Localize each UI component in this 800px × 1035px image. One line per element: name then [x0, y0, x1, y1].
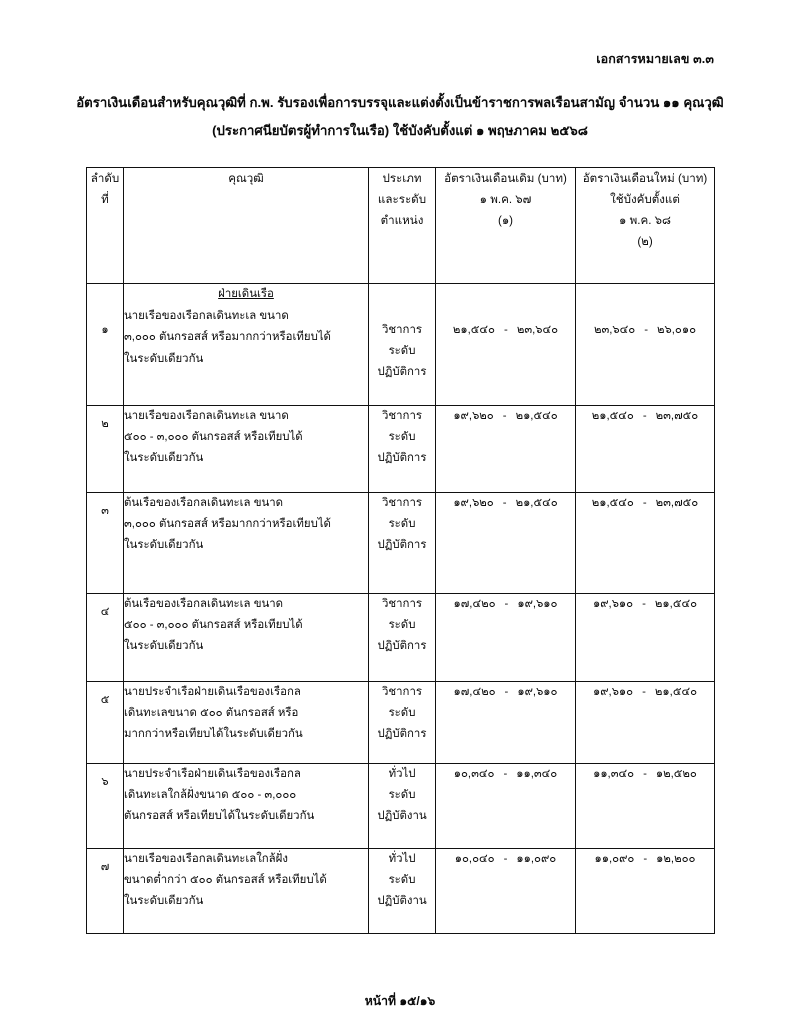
row-new-rate — [576, 493, 715, 594]
new-rate-from: ๒๓,๖๔๐ — [593, 324, 636, 336]
row-number: ๑ — [87, 284, 124, 406]
document-title — [60, 93, 740, 142]
row-old-rate — [436, 493, 576, 594]
row-new-rate — [576, 682, 715, 764]
table-row — [87, 849, 715, 934]
rate-dash: - — [504, 686, 509, 698]
header-old-rate-line2: ๑ พ.ค. ๖๗ — [479, 193, 532, 207]
rate-dash: - — [643, 768, 647, 780]
new-rate-from: ๒๑,๕๔๐ — [591, 497, 634, 509]
old-rate-to: ๑๑,๐๙๐ — [516, 853, 557, 865]
position-type-line: ระดับ — [388, 707, 416, 720]
header-new-rate-line2: ใช้บังคับตั้งแต่ — [610, 193, 680, 207]
old-rate-to: ๑๙,๖๑๐ — [517, 598, 558, 610]
table-row — [87, 284, 715, 406]
new-rate-to: ๑๒,๕๒๐ — [655, 768, 697, 780]
row-old-rate — [436, 764, 576, 849]
old-rate-from: ๑๙,๖๒๐ — [453, 497, 494, 509]
new-rate-to: ๒๖,๐๑๐ — [657, 324, 697, 336]
qualification-line: ๓,๐๐๐ ตันกรอสส์ หรือมากกว่าหรือเทียบได้ — [124, 518, 331, 531]
old-rate-to: ๑๙,๖๑๐ — [517, 686, 558, 698]
qualification-line: ในระดับเดียวกัน — [124, 352, 204, 365]
page-title: อัตราเงินเดือนสำหรับคุณวุฒิที่ ก.พ. รับรองเพื่อการบรรจุและแต่งตั้งเป็นข้าราชการพลเรือนสามัญ จำนวน ๑๑ คุณวุฒิ — [76, 95, 724, 110]
old-rate-to: ๒๑,๕๔๐ — [515, 410, 558, 422]
header-no-line2: ที่ — [101, 193, 109, 207]
old-rate-to: ๑๑,๓๔๐ — [516, 768, 558, 780]
position-type-line: ปฏิบัติการ — [377, 539, 427, 552]
table-row — [87, 493, 715, 594]
old-rate-from: ๑๙,๖๒๐ — [453, 410, 494, 422]
row-new-rate — [576, 849, 715, 934]
row-position-type — [369, 682, 436, 764]
qualification-line: ในระดับเดียวกัน — [124, 539, 204, 552]
qualification-line: นายเรือของเรือกลเดินทะเล ขนาด — [124, 310, 289, 323]
rate-dash: - — [642, 686, 646, 698]
row-number: ๓ — [87, 493, 124, 594]
row-number: ๕ — [87, 682, 124, 764]
position-type-line: ปฏิบัติการ — [377, 640, 427, 653]
rate-dash: - — [502, 497, 507, 509]
qualification-line: มากกว่าหรือเทียบได้ในระดับเดียวกัน — [124, 728, 303, 741]
row-number: ๖ — [87, 764, 124, 849]
row-number: ๗ — [87, 849, 124, 934]
row-new-rate — [576, 594, 715, 682]
rate-dash: - — [503, 853, 508, 865]
qualification-line: ขนาดต่ำกว่า ๕๐๐ ตันกรอสส์ หรือเทียบได้ — [124, 874, 327, 887]
qualification-line: นายเรือของเรือกลเดินทะเล ขนาด — [124, 410, 289, 422]
header-type-line2: และระดับ — [377, 193, 427, 207]
position-type-line: ระดับ — [388, 431, 416, 444]
page-subtitle: (ประกาศนียบัตรผู้ทำการในเรือ) ใช้บังคับตั้งแต่ ๑ พฤษภาคม ๒๕๖๘ — [212, 123, 588, 139]
rate-dash: - — [502, 410, 507, 422]
table-body — [87, 284, 715, 934]
position-type-line: ระดับ — [388, 619, 416, 632]
row-new-rate — [576, 284, 715, 406]
document-number: เอกสารหมายเลข ๓.๓ — [596, 52, 714, 66]
header-cell-new-rate — [576, 168, 715, 284]
row-old-rate — [436, 284, 576, 406]
row-new-rate — [576, 406, 715, 493]
salary-rates-table — [86, 167, 715, 934]
position-type-line: วิชาการ — [382, 324, 422, 336]
position-type-line: ทั่วไป — [388, 853, 416, 865]
page-footer: หน้าที่ ๑๕/๑๖ — [364, 994, 436, 1008]
new-rate-from: ๑๙,๖๑๐ — [592, 598, 634, 610]
row-qualification — [124, 682, 369, 764]
old-rate-from: ๑๗,๔๒๐ — [453, 598, 496, 610]
rate-dash: - — [504, 598, 509, 610]
position-type-line: วิชาการ — [382, 686, 422, 698]
new-rate-to: ๒๑,๕๔๐ — [654, 686, 698, 698]
rate-dash: - — [642, 497, 647, 509]
qualification-line: เดินทะเลใกล้ฝั่งขนาด ๕๐๐ - ๓,๐๐๐ — [124, 789, 297, 802]
position-type-line: ระดับ — [388, 874, 416, 887]
row-position-type — [369, 406, 436, 493]
row-qualification — [124, 849, 369, 934]
position-type-line: ระดับ — [388, 789, 416, 802]
qualification-line: ในระดับเดียวกัน — [124, 452, 204, 465]
rate-dash: - — [644, 324, 648, 336]
header-new-rate-line3: ๑ พ.ค. ๖๘ — [619, 214, 671, 228]
qualification-line: ๓,๐๐๐ ตันกรอสส์ หรือมากกว่าหรือเทียบได้ — [124, 331, 331, 344]
table-row — [87, 682, 715, 764]
salary-rates-table-container — [86, 167, 714, 934]
old-rate-to: ๒๑,๕๔๐ — [515, 497, 558, 509]
rate-dash: - — [503, 768, 508, 780]
row-position-type — [369, 764, 436, 849]
new-rate-from: ๑๑,๓๔๐ — [593, 768, 635, 780]
header-cell-type — [369, 168, 436, 284]
row-old-rate — [436, 849, 576, 934]
new-rate-from: ๒๑,๕๔๐ — [591, 410, 634, 422]
header-cell-qualification — [124, 168, 369, 284]
section-heading: ฝ่ายเดินเรือ — [218, 288, 274, 300]
rate-dash: - — [642, 410, 647, 422]
qualification-line: นายประจำเรือฝ่ายเดินเรือของเรือกล — [124, 686, 301, 698]
qualification-line: เดินทะเลขนาด ๕๐๐ ตันกรอสส์ หรือ — [124, 707, 299, 720]
table-header-row — [87, 168, 715, 284]
header-old-rate-line3: (๑) — [497, 214, 514, 228]
row-qualification — [124, 406, 369, 493]
table-row — [87, 406, 715, 493]
old-rate-from: ๒๑,๕๔๐ — [452, 324, 496, 336]
position-type-line: ปฏิบัติการ — [377, 366, 427, 379]
position-type-line: ระดับ — [388, 518, 416, 531]
new-rate-to: ๒๓,๗๕๐ — [655, 410, 699, 422]
row-position-type — [369, 284, 436, 406]
row-position-type — [369, 594, 436, 682]
header-type-line1: ประเภท — [382, 172, 422, 185]
position-type-line: ปฏิบัติการ — [377, 728, 427, 741]
row-qualification — [124, 764, 369, 849]
row-qualification — [124, 493, 369, 594]
rate-dash: - — [643, 853, 648, 865]
position-type-line: ระดับ — [388, 345, 416, 358]
header-new-rate-line4: (๒) — [637, 235, 653, 249]
old-rate-to: ๒๓,๖๔๐ — [516, 324, 559, 336]
qualification-line: ต้นเรือของเรือกลเดินทะเล ขนาด — [124, 598, 284, 610]
new-rate-to: ๒๑,๕๔๐ — [654, 598, 698, 610]
qualification-line: นายเรือของเรือกลเดินทะเลใกล้ฝั่ง — [124, 853, 288, 865]
row-old-rate — [436, 682, 576, 764]
rate-dash: - — [642, 598, 646, 610]
old-rate-from: ๑๗,๔๒๐ — [453, 686, 496, 698]
row-number: ๒ — [87, 406, 124, 493]
row-qualification — [124, 594, 369, 682]
row-old-rate — [436, 406, 576, 493]
new-rate-to: ๑๒,๒๐๐ — [656, 853, 696, 865]
position-type-line: วิชาการ — [382, 598, 422, 610]
header-cell-no — [87, 168, 124, 284]
new-rate-to: ๒๓,๗๕๐ — [655, 497, 699, 509]
row-old-rate — [436, 594, 576, 682]
header-type-line3: ตำแหน่ง — [380, 214, 424, 228]
header-new-rate-line1: อัตราเงินเดือนใหม่ (บาท) — [582, 172, 708, 185]
header-old-rate-line1: อัตราเงินเดือนเดิม (บาท) — [444, 172, 567, 185]
new-rate-from: ๑๙,๖๑๐ — [592, 686, 634, 698]
header-cell-old-rate — [436, 168, 576, 284]
qualification-line: ตันกรอสส์ หรือเทียบได้ในระดับเดียวกัน — [124, 810, 315, 823]
qualification-line: ในระดับเดียวกัน — [124, 895, 204, 908]
rate-dash: - — [504, 324, 508, 336]
row-position-type — [369, 493, 436, 594]
row-position-type — [369, 849, 436, 934]
qualification-line: ในระดับเดียวกัน — [124, 640, 204, 653]
position-type-line: ปฏิบัติการ — [377, 452, 427, 465]
old-rate-from: ๑๐,๓๔๐ — [453, 768, 495, 780]
header-no-line1: ลำดับ — [90, 172, 120, 185]
header-qualification-label: คุณวุฒิ — [228, 172, 264, 185]
qualification-line: ต้นเรือของเรือกลเดินทะเล ขนาด — [124, 497, 284, 509]
position-type-line: วิชาการ — [382, 410, 422, 422]
qualification-line: นายประจำเรือฝ่ายเดินเรือของเรือกล — [124, 768, 301, 780]
table-row — [87, 764, 715, 849]
row-new-rate — [576, 764, 715, 849]
new-rate-from: ๑๑,๐๙๐ — [594, 853, 635, 865]
position-type-line: วิชาการ — [382, 497, 422, 509]
old-rate-from: ๑๐,๐๔๐ — [454, 853, 495, 865]
row-number: ๔ — [87, 594, 124, 682]
position-type-line: ทั่วไป — [388, 768, 416, 780]
qualification-line: ๕๐๐ - ๓,๐๐๐ ตันกรอสส์ หรือเทียบได้ — [124, 431, 303, 444]
position-type-line: ปฏิบัติงาน — [377, 810, 427, 823]
table-header — [87, 168, 715, 284]
table-row — [87, 594, 715, 682]
row-qualification — [124, 284, 369, 406]
position-type-line: ปฏิบัติงาน — [377, 895, 427, 908]
qualification-line: ๕๐๐ - ๓,๐๐๐ ตันกรอสส์ หรือเทียบได้ — [124, 619, 303, 632]
